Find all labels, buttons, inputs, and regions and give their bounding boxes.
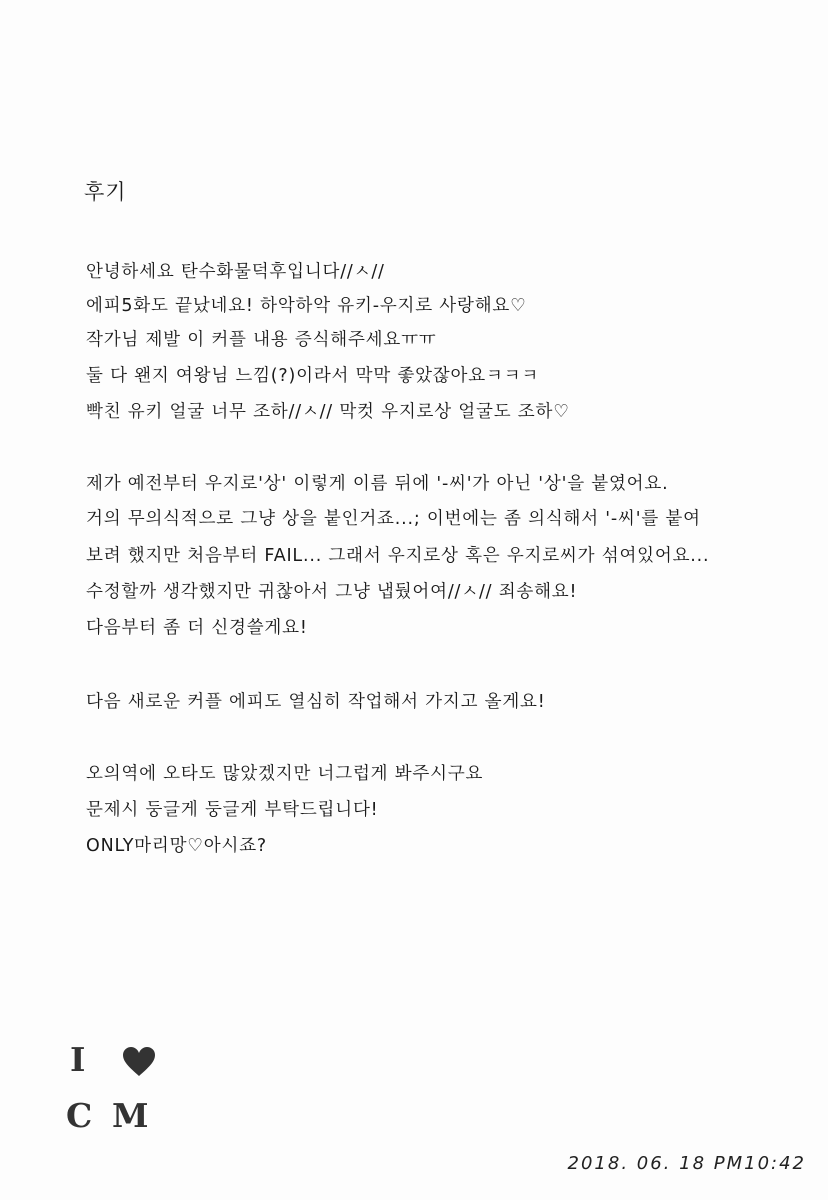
- date-stamp: 2018. 06. 18 PM10:42: [567, 1153, 806, 1174]
- text-line: 작가님 제발 이 커플 내용 증식해주세요ㅠㅠ: [86, 330, 437, 350]
- text-line: 빡친 유키 얼굴 너무 조하//ㅅ// 막컷 우지로상 얼굴도 조하♡: [86, 402, 570, 422]
- text-line: 거의 무의식적으로 그냥 상을 붙인거죠...; 이번에는 좀 의식해서 '-씨'를 붙여: [86, 509, 701, 529]
- page-title: 후기: [84, 180, 127, 204]
- text-line: 보려 했지만 처음부터 FAIL... 그래서 우지로상 혹은 우지로씨가 섞여있어요...: [86, 546, 710, 566]
- logo-letter-m: M: [112, 1096, 149, 1135]
- heart-icon: [122, 1046, 156, 1078]
- text-line: 둘 다 왠지 여왕님 느낌(?)이라서 막막 좋았잖아요ㅋㅋㅋ: [86, 366, 540, 386]
- text-line: ONLY마리망♡아시죠?: [86, 836, 267, 856]
- text-line: 제가 예전부터 우지로'상' 이렇게 이름 뒤에 '-씨'가 아닌 '상'을 붙였어요.: [86, 474, 669, 494]
- text-line: 다음부터 좀 더 신경쓸게요!: [86, 618, 308, 638]
- text-line: 문제시 둥글게 둥글게 부탁드립니다!: [86, 800, 379, 820]
- text-line: 다음 새로운 커플 에피도 열심히 작업해서 가지고 올게요!: [86, 692, 546, 712]
- logo-letter-c: C: [66, 1096, 93, 1135]
- text-line: 안녕하세요 탄수화물덕후입니다//ㅅ//: [86, 262, 385, 282]
- text-line: 에피5화도 끝났네요! 하악하악 유키-우지로 사랑해요♡: [86, 296, 527, 316]
- text-line: 오의역에 오타도 많았겠지만 너그럽게 봐주시구요: [86, 764, 484, 784]
- logo-letter-i: I: [70, 1040, 86, 1079]
- text-line: 수정할까 생각했지만 귀찮아서 그냥 냅뒀어여//ㅅ// 죄송해요!: [86, 582, 578, 602]
- i-heart-cm-logo: [66, 1040, 166, 1140]
